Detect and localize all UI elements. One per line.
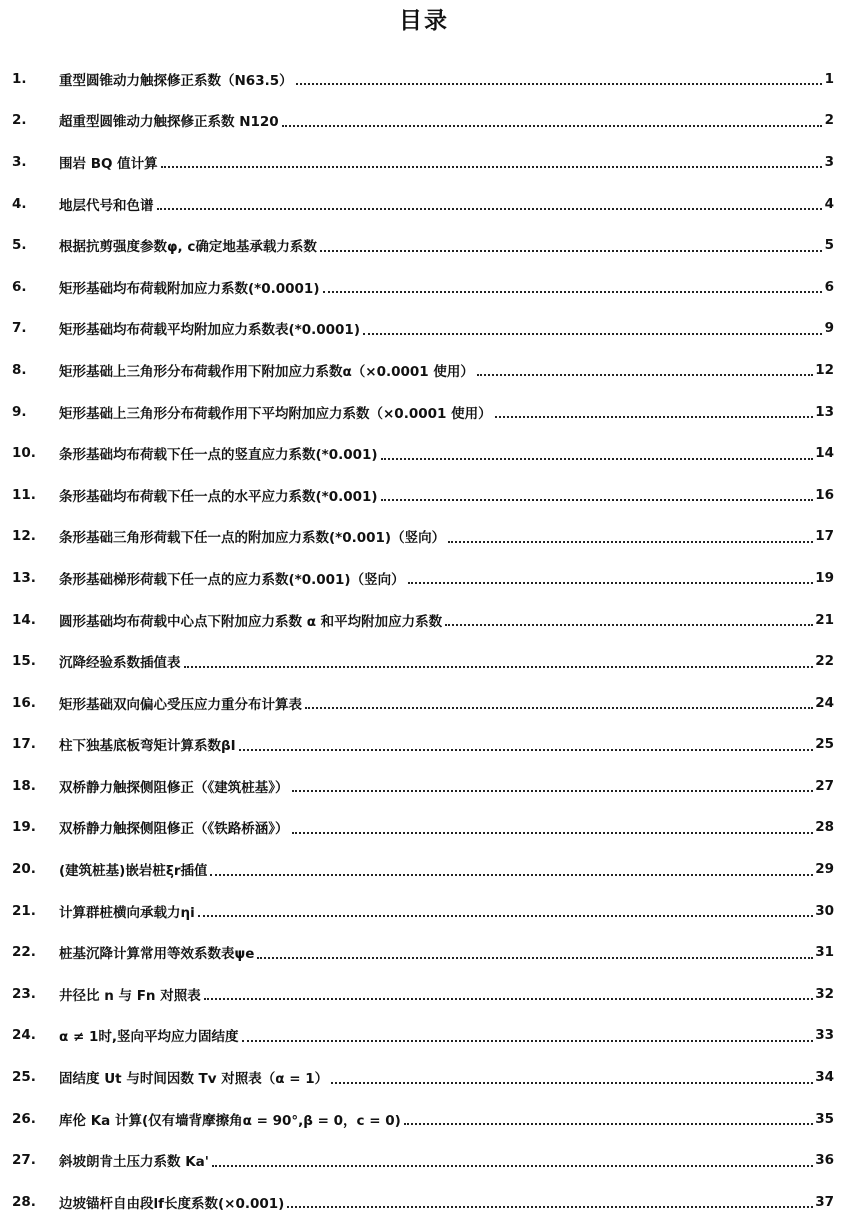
toc-entry-number: 7. — [12, 320, 27, 337]
dot-leader — [282, 124, 822, 127]
toc-entry[interactable] — [12, 308, 834, 350]
toc-entry-page-number[interactable]: 1 — [824, 70, 834, 87]
toc-entry-title[interactable]: 库伦 Ka 计算(仅有墙背摩擦角α = 90°,β = 0，c = 0) — [59, 1112, 401, 1129]
dot-leader — [287, 1205, 813, 1208]
toc-entry-number: 14. — [12, 611, 36, 628]
toc-entry-page-number[interactable]: 35 — [815, 1110, 834, 1127]
toc-entry[interactable] — [12, 640, 834, 682]
toc-entry[interactable] — [12, 557, 834, 599]
toc-entry-number: 5. — [12, 237, 27, 254]
toc-entry-number: 17. — [12, 736, 36, 753]
toc-entry-number: 21. — [12, 902, 36, 919]
toc-entry-number: 20. — [12, 861, 36, 878]
toc-entry-page-number[interactable]: 25 — [815, 736, 834, 753]
dot-leader — [477, 373, 813, 376]
dot-leader — [320, 249, 822, 252]
toc-entry-number: 8. — [12, 361, 27, 378]
toc-entry[interactable] — [12, 724, 834, 766]
toc-entry-title[interactable]: 条形基础梯形荷载下任一点的应力系数(*0.001)（竖向） — [59, 571, 405, 588]
toc-entry-number: 16. — [12, 694, 36, 711]
toc-entry-number: 11. — [12, 486, 36, 503]
toc-entry-title[interactable]: 超重型圆锥动力触探修正系数 N120 — [59, 114, 279, 131]
toc-entry-number: 25. — [12, 1069, 36, 1086]
toc-entry[interactable] — [12, 141, 834, 183]
toc-entry-number: 3. — [12, 153, 27, 170]
toc-entry-number: 1. — [12, 70, 27, 87]
dot-leader — [198, 914, 813, 917]
toc-entry[interactable] — [12, 599, 834, 641]
toc-entry-number: 9. — [12, 403, 27, 420]
toc-entry[interactable] — [12, 1139, 834, 1181]
toc-entry[interactable] — [12, 349, 834, 391]
toc-entry-number: 24. — [12, 1027, 36, 1044]
toc-entry-page-number[interactable]: 29 — [815, 861, 834, 878]
dot-leader — [257, 956, 813, 959]
toc-entry-title[interactable]: 沉降经验系数插值表 — [59, 655, 181, 672]
toc-entry-page-number[interactable]: 12 — [815, 361, 834, 378]
toc-entry-title[interactable]: 双桥静力触探侧阻修正（《铁路桥涵》） — [59, 821, 289, 838]
dot-leader — [445, 623, 813, 626]
toc-entry[interactable] — [12, 682, 834, 724]
toc-entry[interactable] — [12, 100, 834, 142]
dot-leader — [404, 1122, 813, 1125]
toc-entry-title[interactable]: 桩基沉降计算常用等效系数表ψe — [59, 946, 255, 963]
toc-entry-title[interactable]: 斜坡朗肯土压力系数 Ka' — [59, 1154, 209, 1171]
toc-entry-page-number[interactable]: 4 — [824, 195, 834, 212]
toc-entry-number: 2. — [12, 112, 27, 129]
toc-entry-page-number[interactable]: 33 — [815, 1027, 834, 1044]
toc-entry-title[interactable]: (建筑桩基)嵌岩桩ξr插值 — [59, 863, 208, 880]
dot-leader — [242, 1039, 814, 1042]
dot-leader — [408, 581, 814, 584]
toc-entry-title[interactable]: α ≠ 1时,竖向平均应力固结度 — [59, 1029, 239, 1046]
toc-entry[interactable] — [12, 890, 834, 932]
dot-leader — [210, 873, 813, 876]
dot-leader — [292, 831, 814, 834]
toc-entry-title[interactable]: 围岩 BQ 值计算 — [59, 155, 158, 172]
toc-entry-title[interactable]: 边坡锚杆自由段lf长度系数(×0.001) — [59, 1195, 285, 1212]
toc-entry-page-number[interactable]: 37 — [815, 1193, 834, 1210]
toc-entry-page-number[interactable]: 27 — [815, 777, 834, 794]
toc-entry-page-number[interactable]: 3 — [824, 153, 834, 170]
toc-entry-number: 6. — [12, 278, 27, 295]
toc-entry[interactable] — [12, 1181, 834, 1223]
toc-entry-number: 15. — [12, 653, 36, 670]
toc-entry-page-number[interactable]: 30 — [815, 902, 834, 919]
toc-entry-title[interactable]: 地层代号和色谱 — [59, 197, 154, 214]
toc-entry[interactable] — [12, 931, 834, 973]
toc-entry-title[interactable]: 重型圆锥动力触探修正系数（N63.5） — [59, 72, 293, 89]
toc-entry-number: 12. — [12, 528, 36, 545]
toc-entry[interactable] — [12, 807, 834, 849]
toc-entry-title[interactable]: 矩形基础双向偏心受压应力重分布计算表 — [59, 696, 302, 713]
toc-entry[interactable] — [12, 973, 834, 1015]
dot-leader — [331, 1081, 813, 1084]
toc-entry-title[interactable]: 矩形基础均布荷载平均附加应力系数表(*0.0001) — [59, 322, 360, 339]
dot-leader — [161, 165, 822, 168]
table-of-contents — [12, 58, 834, 1223]
toc-entry[interactable] — [12, 1015, 834, 1057]
toc-entry-page-number[interactable]: 32 — [815, 985, 834, 1002]
toc-entry[interactable] — [12, 391, 834, 433]
dot-leader — [305, 706, 813, 709]
toc-entry-title[interactable]: 矩形基础上三角形分布荷载作用下附加应力系数α（×0.0001 使用） — [59, 363, 474, 380]
toc-entry-page-number[interactable]: 34 — [815, 1069, 834, 1086]
toc-entry-page-number[interactable]: 14 — [815, 445, 834, 462]
toc-entry-number: 18. — [12, 777, 36, 794]
toc-entry-title[interactable]: 固结度 Ut 与时间因数 Tv 对照表（α = 1） — [59, 1071, 329, 1088]
toc-entry-page-number[interactable]: 19 — [815, 569, 834, 586]
toc-entry-page-number[interactable]: 24 — [815, 694, 834, 711]
toc-entry-page-number[interactable]: 28 — [815, 819, 834, 836]
dot-leader — [292, 789, 814, 792]
dot-leader — [381, 498, 814, 501]
page-title: 目录 — [399, 8, 449, 34]
toc-entry-page-number[interactable]: 22 — [815, 653, 834, 670]
toc-entry-title[interactable]: 井径比 n 与 Fn 对照表 — [59, 987, 201, 1004]
toc-entry-number: 10. — [12, 445, 36, 462]
toc-entry-title[interactable]: 柱下独基底板弯矩计算系数βI — [59, 738, 236, 755]
toc-entry-number: 26. — [12, 1110, 36, 1127]
toc-entry[interactable] — [12, 848, 834, 890]
dot-leader — [363, 332, 822, 335]
toc-entry-number: 22. — [12, 944, 36, 961]
dot-leader — [448, 540, 813, 543]
toc-entry-number: 23. — [12, 985, 36, 1002]
dot-leader — [323, 290, 823, 293]
toc-entry-number: 4. — [12, 195, 27, 212]
toc-entry[interactable] — [12, 516, 834, 558]
toc-entry-number: 19. — [12, 819, 36, 836]
dot-leader — [239, 748, 814, 751]
dot-leader — [495, 415, 814, 418]
toc-entry-page-number[interactable]: 2 — [824, 112, 834, 129]
toc-entry-page-number[interactable]: 16 — [815, 486, 834, 503]
toc-entry-page-number[interactable]: 13 — [815, 403, 834, 420]
toc-entry[interactable] — [12, 1098, 834, 1140]
toc-entry-number: 27. — [12, 1152, 36, 1169]
toc-entry-title[interactable]: 计算群桩横向承载力ηi — [59, 904, 195, 921]
toc-entry-page-number[interactable]: 6 — [824, 278, 834, 295]
toc-entry-page-number[interactable]: 5 — [824, 237, 834, 254]
toc-entry[interactable] — [12, 474, 834, 516]
toc-entry-title[interactable]: 双桥静力触探侧阻修正（《建筑桩基》） — [59, 779, 289, 796]
toc-entry[interactable] — [12, 1056, 834, 1098]
toc-entry[interactable] — [12, 765, 834, 807]
dot-leader — [157, 207, 823, 210]
toc-entry-page-number[interactable]: 21 — [815, 611, 834, 628]
toc-entry-title[interactable]: 条形基础均布荷载下任一点的竖直应力系数(*0.001) — [59, 447, 378, 464]
toc-entry-title[interactable]: 矩形基础上三角形分布荷载作用下平均附加应力系数（×0.0001 使用） — [59, 405, 492, 422]
toc-entry[interactable] — [12, 183, 834, 225]
toc-entry[interactable] — [12, 224, 834, 266]
toc-entry[interactable] — [12, 58, 834, 100]
toc-entry-number: 28. — [12, 1193, 36, 1210]
toc-entry-title[interactable]: 根据抗剪强度参数φ, c确定地基承载力系数 — [59, 239, 317, 256]
dot-leader — [184, 665, 814, 668]
toc-entry-page-number[interactable]: 17 — [815, 528, 834, 545]
dot-leader — [212, 1164, 813, 1167]
toc-entry-title[interactable]: 圆形基础均布荷载中心点下附加应力系数 α 和平均附加应力系数 — [59, 613, 443, 630]
toc-entry-page-number[interactable]: 31 — [815, 944, 834, 961]
toc-entry[interactable] — [12, 432, 834, 474]
toc-entry-title[interactable]: 矩形基础均布荷载附加应力系数(*0.0001) — [59, 280, 320, 297]
toc-entry-page-number[interactable]: 9 — [824, 320, 834, 337]
toc-entry-page-number[interactable]: 36 — [815, 1152, 834, 1169]
toc-entry[interactable] — [12, 266, 834, 308]
toc-entry-number: 13. — [12, 569, 36, 586]
dot-leader — [381, 457, 814, 460]
toc-entry-title[interactable]: 条形基础均布荷载下任一点的水平应力系数(*0.001) — [59, 488, 378, 505]
toc-entry-title[interactable]: 条形基础三角形荷载下任一点的附加应力系数(*0.001)（竖向） — [59, 530, 446, 547]
dot-leader — [204, 997, 813, 1000]
dot-leader — [296, 82, 822, 85]
